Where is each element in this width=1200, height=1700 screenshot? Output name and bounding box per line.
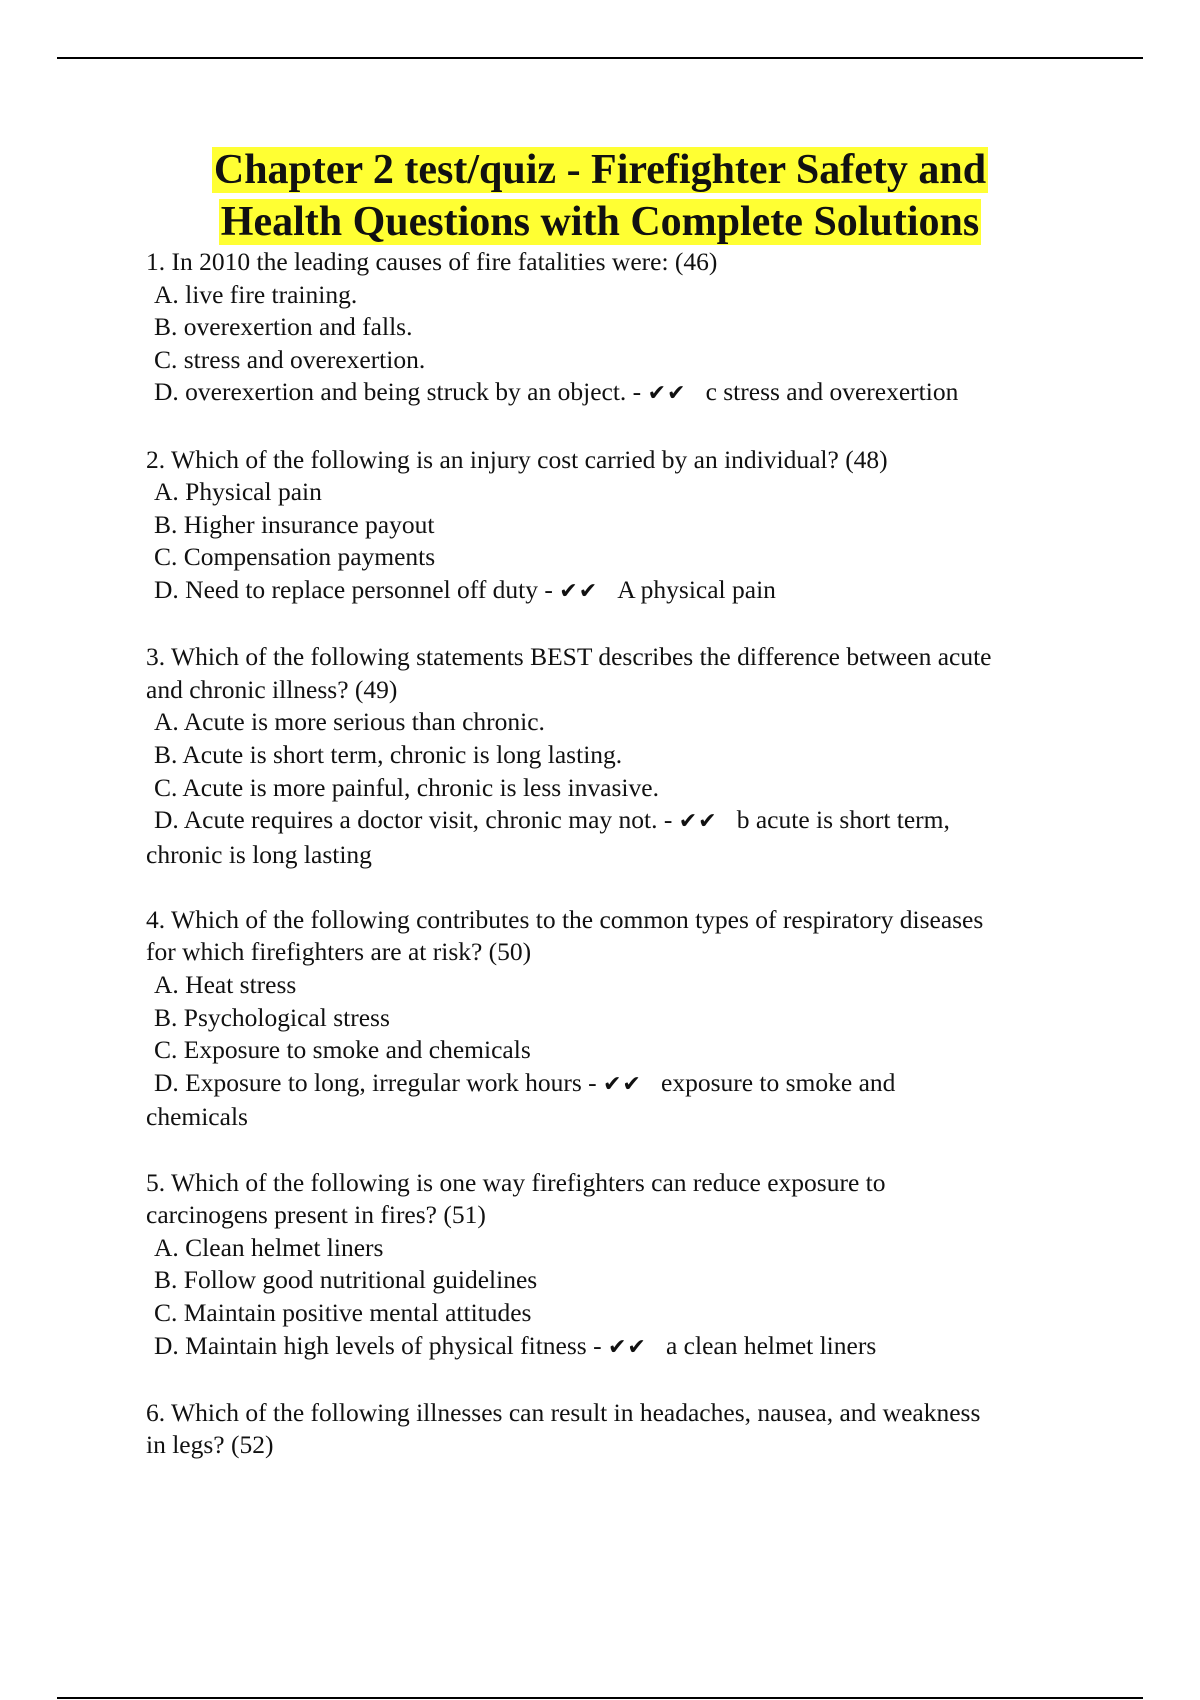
check-icon: ✔✔	[647, 381, 687, 407]
question-6-prompt-line-2: in legs? (52)	[146, 1430, 274, 1460]
question-4	[146, 904, 1106, 1134]
question-2-prompt: 2. Which of the following is an injury cost carried by an individual? (48)	[146, 444, 888, 474]
question-4-option-d	[146, 1067, 1106, 1102]
question-2-option-d	[146, 574, 1106, 609]
question-2-answer: A physical pain	[617, 574, 776, 604]
question-5-prompt-line-1: 5. Which of the following is one way firefighters can reduce exposure to	[146, 1167, 886, 1197]
question-5-prompt-line-2: carcinogens present in fires? (51)	[146, 1200, 486, 1230]
question-5-option-d-text: D. Maintain high levels of physical fitness -	[154, 1330, 602, 1360]
question-4-answer-continued: chemicals	[146, 1102, 248, 1132]
check-icon: ✔✔	[678, 809, 718, 835]
question-3-prompt-line-1: 3. Which of the following statements BEST describes the difference between acute	[146, 642, 992, 672]
question-3-answer-continued: chronic is long lasting	[146, 839, 372, 869]
question-5-option-a: A. Clean helmet liners	[154, 1232, 384, 1262]
question-5-option-d	[146, 1330, 1106, 1365]
question-3-option-d	[146, 804, 1106, 839]
check-icon: ✔✔	[603, 1071, 642, 1097]
question-3-option-b: B. Acute is short term, chronic is long lasting.	[154, 739, 623, 769]
question-2-option-d-text: D. Need to replace personnel off duty -	[154, 574, 553, 604]
question-1-option-d	[146, 376, 1106, 411]
check-icon: ✔✔	[559, 578, 599, 604]
question-2-option-a: A. Physical pain	[154, 477, 322, 507]
title-line-1: Chapter 2 test/quiz - Firefighter Safety and	[213, 147, 987, 193]
question-2-option-c: C. Compensation payments	[154, 542, 436, 572]
question-4-option-d-text: D. Exposure to long, irregular work hours -	[154, 1067, 597, 1097]
question-3-option-d-text: D. Acute requires a doctor visit, chronic may not. -	[154, 805, 673, 835]
question-3-prompt-line-2: and chronic illness? (49)	[146, 674, 398, 704]
question-4-option-b: B. Psychological stress	[154, 1002, 390, 1032]
question-5-answer: a clean helmet liners	[665, 1330, 877, 1360]
question-3	[146, 641, 1106, 871]
question-1-option-b: B. overexertion and falls.	[154, 312, 413, 342]
document-title	[0, 144, 1200, 248]
question-5-option-c: C. Maintain positive mental attitudes	[154, 1298, 532, 1327]
title-line-2: Health Questions with Complete Solutions	[220, 199, 980, 245]
question-2	[146, 444, 1106, 609]
top-rule	[57, 57, 1143, 59]
question-4-answer: exposure to smoke and	[661, 1067, 896, 1097]
question-5	[146, 1167, 1106, 1365]
question-1-option-c: C. stress and overexertion.	[154, 344, 426, 374]
question-3-option-a: A. Acute is more serious than chronic.	[154, 707, 545, 737]
question-list	[146, 246, 1106, 1495]
question-1-answer: c stress and overexertion	[705, 377, 959, 407]
question-3-answer: b acute is short term,	[736, 805, 950, 835]
question-1-option-a: A. live fire training.	[154, 279, 358, 309]
question-6	[146, 1397, 1106, 1462]
question-6-prompt-line-1: 6. Which of the following illnesses can result in headaches, nausea, and weakness	[146, 1397, 981, 1427]
question-3-option-c: C. Acute is more painful, chronic is less invasive.	[154, 772, 659, 802]
question-4-prompt-line-1: 4. Which of the following contributes to the common types of respiratory diseases	[146, 904, 984, 934]
question-1	[146, 246, 1106, 411]
question-1-prompt: 1. In 2010 the leading causes of fire fatalities were: (46)	[146, 247, 718, 276]
question-2-option-b: B. Higher insurance payout	[154, 509, 435, 539]
bottom-rule	[57, 1697, 1143, 1699]
check-icon: ✔✔	[607, 1334, 647, 1360]
question-5-option-b: B. Follow good nutritional guidelines	[154, 1265, 538, 1295]
question-4-option-c: C. Exposure to smoke and chemicals	[154, 1035, 531, 1065]
question-4-option-a: A. Heat stress	[154, 970, 297, 1000]
question-1-option-d-text: D. overexertion and being struck by an object. -	[154, 377, 642, 407]
question-4-prompt-line-2: for which firefighters are at risk? (50)	[146, 937, 532, 967]
